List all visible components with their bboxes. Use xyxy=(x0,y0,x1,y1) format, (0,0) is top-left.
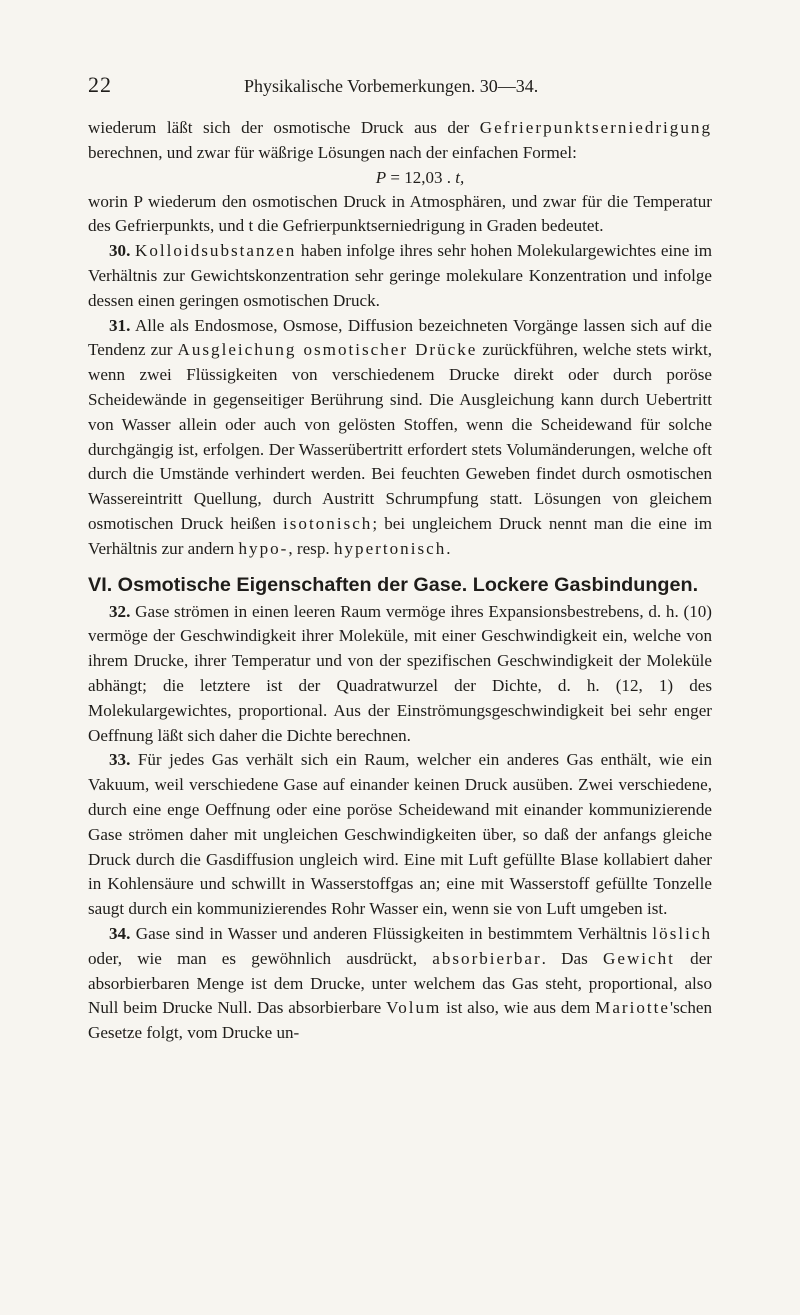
paragraph-31-text-d: , resp. xyxy=(288,538,334,558)
paragraph-32-number: 32. xyxy=(109,601,131,621)
formula-mid: = 12,03 . xyxy=(386,167,456,187)
formula-lhs: P xyxy=(375,167,387,187)
paragraph-33-number: 33. xyxy=(109,750,131,770)
paragraph-34-term-2: absorbierbar xyxy=(432,948,542,968)
paragraph-32 xyxy=(88,600,712,749)
formula xyxy=(128,166,712,190)
paragraph-34-term-4: Volum xyxy=(386,998,442,1018)
paragraph-31-number: 31. xyxy=(109,315,131,335)
paragraph-33 xyxy=(88,748,712,922)
paragraph-31-text-b: zurückführen, welche stets wirkt, wenn zwei Flüssigkeiten von verschiedenem Drucke direkt oder durch poröse Scheidewände in gegenseitiger Berührung sind. Die Ausgleichung kann durch Uebertritt von Wasser allein oder auch von gelösten Stoffen, wenn die Scheidewand für solche durchgängig ist, erfolgen. Der Wasserübertritt erfordert stets Volumänderungen, welche oft durch die Umstände verhindert werden. Bei feuchten Geweben findet durch osmotischen Wassereintritt Quellung, durch Austritt Schrumpfung statt. Lösungen von gleichem osmotischen Druck heißen xyxy=(88,340,712,533)
paragraph-31-term-2: isotonisch xyxy=(283,513,373,533)
paragraph-34-term-3: Gewicht xyxy=(603,948,675,968)
paragraph-32-text: Gase strömen in einen leeren Raum vermöge ihres Expansionsbestrebens, d. h. (10) vermöge der Geschwindigkeit ihrer Moleküle, mit einer Geschwindigkeit ein, welche von ihrem Drucke, ihrer Temperatur und von der spezifischen Geschwindigkeit der Moleküle abhängt; die letztere ist der Quadratwurzel der Dichte, d. h. (12, 1) des Molekulargewichtes, proportional. Aus der Einströmungsgeschwindigkeit bei sehr enger Oeffnung läßt sich daher die Dichte berechnen. xyxy=(88,601,712,745)
paragraph-30-term: Kolloidsubstanzen xyxy=(135,241,297,261)
paragraph-34-term-1: löslich xyxy=(652,923,712,943)
intro-block xyxy=(88,116,712,239)
running-title: Physikalische Vorbemerkungen. 30—34. xyxy=(244,76,539,96)
paragraph-33-text: Für jedes Gas verhält sich ein Raum, welcher ein anderes Gas enthält, wie ein Vakuum, weil verschiedene Gase auf einander keinen Druck ausüben. Zwei verschiedene, durch eine enge Oeffnung oder eine poröse Scheidewand mit einander kommunizierende Gase strömen daher mit ungleichen Geschwindigkeiten über, so daß der anfangs gleiche Druck durch die Gasdiffusion ungleich wird. Eine mit Luft gefüllte Blase kollabiert daher in Kohlensäure und schwillt in Wasserstoffgas an; eine mit Wasserstoff gefüllte Tonzelle saugt durch ein kommunizierendes Rohr Wasser ein, wenn sie von Luft umgeben ist. xyxy=(88,750,712,919)
paragraph-30-text: haben infolge ihres sehr hohen Molekulargewichtes eine im Verhältnis zur Gewichtskonzentration sehr geringe molekulare Konzentration und infolge dessen einen geringen osmotischen Druck. xyxy=(88,241,712,310)
intro-spaced-term: Gefrierpunktserniedrigung xyxy=(479,118,712,137)
paragraph-34-number: 34. xyxy=(109,923,131,943)
intro-text-after: berechnen, und zwar für wäßrige Lösungen nach der einfachen Formel: xyxy=(88,142,577,162)
paragraph-34-term-5: Mariotte xyxy=(595,998,670,1018)
paragraph-31 xyxy=(88,314,712,562)
paragraph-31-text-e: . xyxy=(446,538,451,558)
paragraph-31-term-3: hypo- xyxy=(238,538,289,558)
paragraph-34-text-c: . Das xyxy=(541,948,604,968)
section-heading: VI. Osmotische Eigenschaften der Gase. Lockere Gasbindungen. xyxy=(88,573,699,596)
paragraph-34-text-b: oder, wie man es gewöhnlich ausdrückt, xyxy=(88,948,433,968)
paragraph-30-number: 30. xyxy=(109,241,131,261)
paragraph-31-term-4: hypertonisch xyxy=(333,538,447,558)
paragraph-31-term-1: Ausgleichung osmotischer Drücke xyxy=(177,340,478,360)
paragraph-31-text-a: Alle als Endosmose, Osmose, Diffusion bezeichneten Vorgänge lassen sich auf die Tendenz zur xyxy=(88,315,712,360)
paragraph-34-text-f: 'schen Gesetze folgt, vom Drucke un- xyxy=(88,998,712,1043)
intro-text-before: wiederum läßt sich der osmotische Druck aus der xyxy=(88,118,480,137)
paragraph-30 xyxy=(88,239,712,313)
formula-rhs: t, xyxy=(455,167,465,187)
paragraph-34-text-e: ist also, wie aus dem xyxy=(441,998,596,1018)
paragraph-34 xyxy=(88,922,712,1046)
page-header xyxy=(88,72,712,98)
page-number: 22 xyxy=(88,72,112,97)
paragraph-34-text-d: der absorbierbaren Menge ist dem Drucke, unter welchem das Gas steht, proportional, also Null beim Drucke Null. Das absorbierbare xyxy=(88,948,713,1018)
formula-explanation: worin P wiederum den osmotischen Druck in Atmosphären, und zwar für die Temperatur des Gefrierpunkts, und t die Gefrierpunktserniedrigung in Graden bedeutet. xyxy=(88,191,712,236)
paragraph-31-text-c: ; bei ungleichem Druck nennt man die eine im Verhältnis zur andern xyxy=(88,513,713,558)
intro-paragraph xyxy=(88,116,712,166)
paragraph-34-text-a: Gase sind in Wasser und anderen Flüssigkeiten in bestimmtem Verhältnis xyxy=(130,923,653,943)
